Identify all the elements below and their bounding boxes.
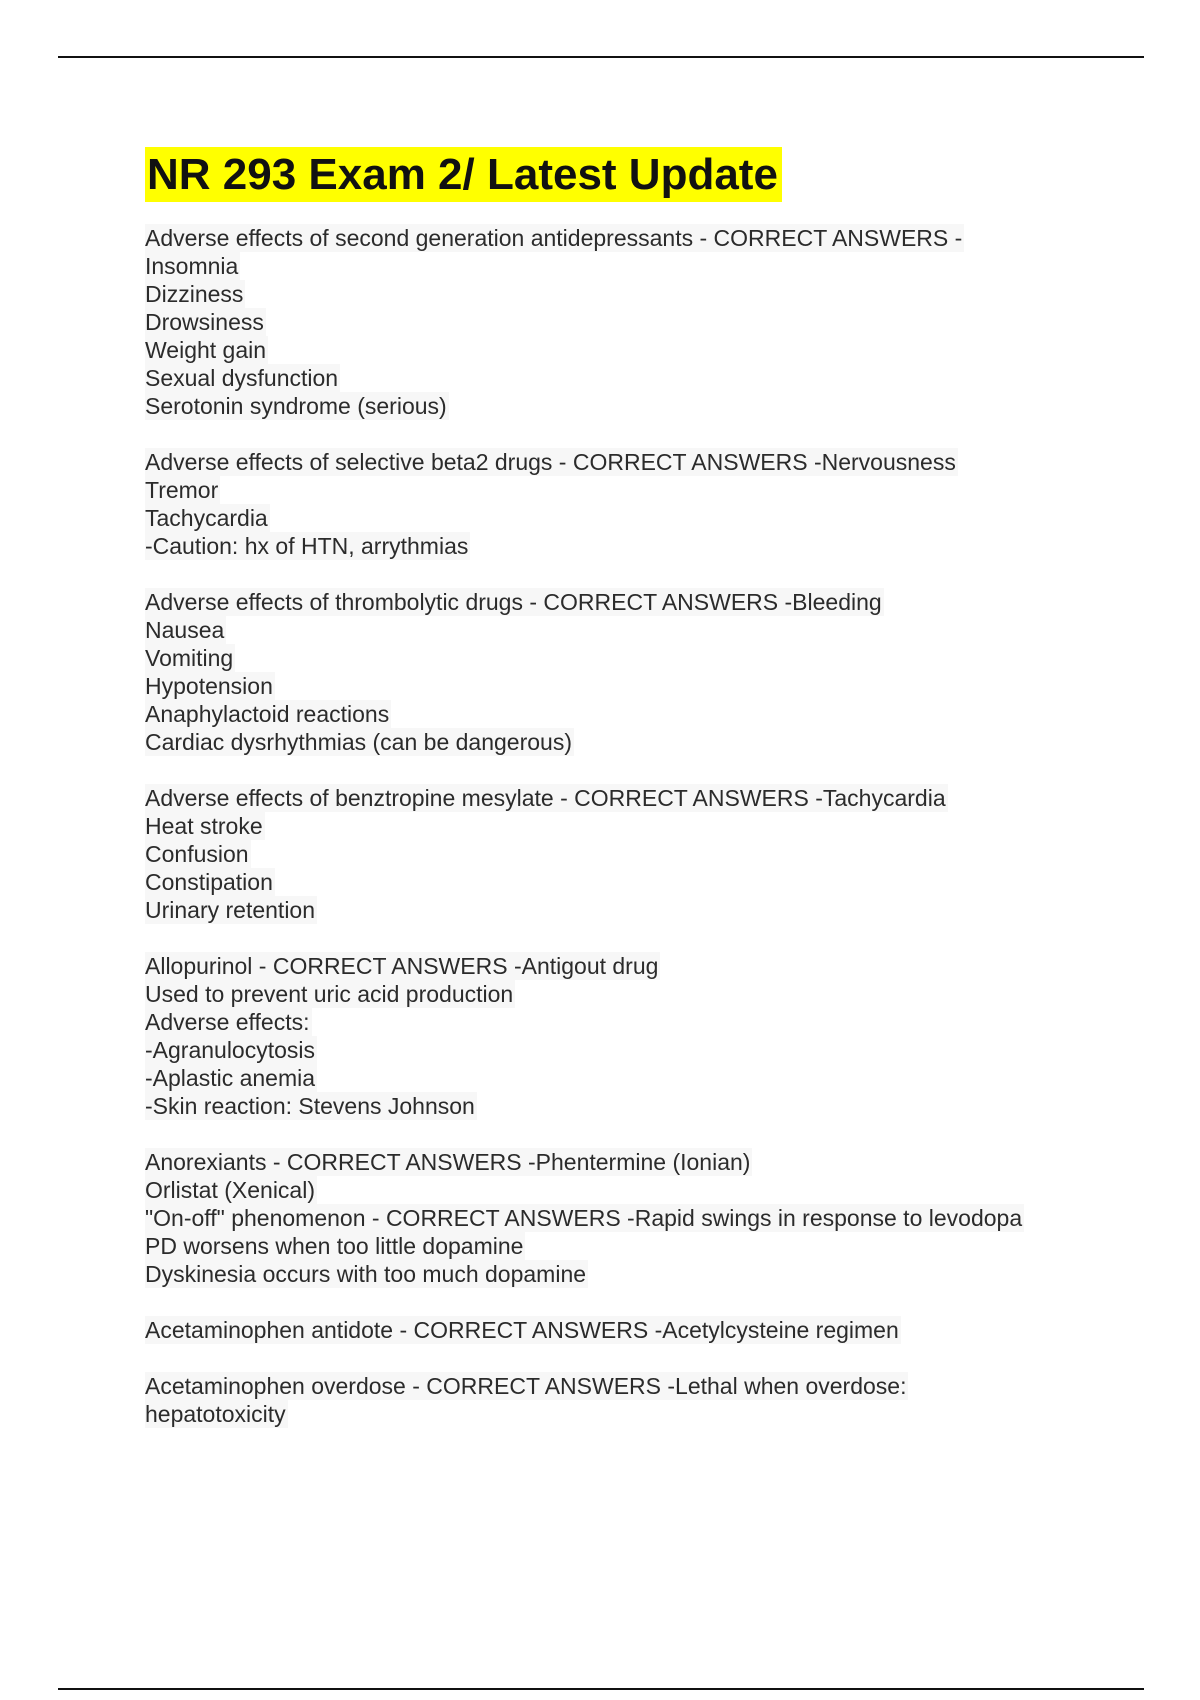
qa-entry-answer-line: Sexual dysfunction [145, 365, 339, 391]
qa-entry-question: Adverse effects of benztropine mesylate - CORRECT ANSWERS -Tachycardia [145, 785, 946, 811]
qa-entry-answer-line: Weight gain [145, 337, 267, 363]
qa-list [145, 224, 1095, 1428]
qa-entry-answer-line: hepatotoxicity [145, 1401, 286, 1427]
qa-entry-question: Acetaminophen overdose - CORRECT ANSWERS -Lethal when overdose: [145, 1373, 907, 1399]
qa-entry-answer-line: Serotonin syndrome (serious) [145, 393, 447, 419]
qa-entry-answer-line: PD worsens when too little dopamine [145, 1233, 524, 1259]
qa-entry-answer-line: Tachycardia [145, 505, 268, 531]
document-title: NR 293 Exam 2/ Latest Update [145, 147, 782, 202]
qa-entry-answer-line: -Skin reaction: Stevens Johnson [145, 1093, 475, 1119]
qa-entry-answer-line: -Caution: hx of HTN, arrythmias [145, 533, 469, 559]
top-rule [58, 56, 1144, 58]
qa-entry-question: Anorexiants - CORRECT ANSWERS -Phentermine (Ionian) [145, 1149, 751, 1175]
qa-entry-question: Adverse effects of second generation antidepressants - CORRECT ANSWERS - [145, 225, 963, 251]
qa-entry-answer-line: Urinary retention [145, 897, 316, 923]
qa-entry-answer-line: Confusion [145, 841, 249, 867]
bottom-rule [58, 1688, 1144, 1690]
qa-entry-answer-line: Drowsiness [145, 309, 264, 335]
qa-entry-answer-line: Cardiac dysrhythmias (can be dangerous) [145, 729, 572, 755]
qa-entry-answer-line: Constipation [145, 869, 273, 895]
qa-entry-answer-line: Orlistat (Xenical) [145, 1177, 315, 1203]
qa-entry [145, 1316, 1095, 1344]
qa-entry-answer-line: Insomnia [145, 253, 239, 279]
qa-entry [145, 1148, 1095, 1288]
qa-entry-answer-line: -Aplastic anemia [145, 1065, 316, 1091]
qa-entry-answer-line: Vomiting [145, 645, 234, 671]
qa-entry-question: Adverse effects of selective beta2 drugs - CORRECT ANSWERS -Nervousness [145, 449, 956, 475]
qa-entry-answer-line: "On-off" phenomenon - CORRECT ANSWERS -Rapid swings in response to levodopa [145, 1205, 1023, 1231]
qa-entry-answer-line: Anaphylactoid reactions [145, 701, 390, 727]
qa-entry-answer-line: Nausea [145, 617, 225, 643]
qa-entry [145, 952, 1095, 1120]
qa-entry [145, 224, 1095, 420]
qa-entry [145, 784, 1095, 924]
qa-entry-question: Acetaminophen antidote - CORRECT ANSWERS -Acetylcysteine regimen [145, 1317, 899, 1343]
qa-entry [145, 448, 1095, 560]
qa-entry-answer-line: Tremor [145, 477, 219, 503]
qa-entry-answer-line: Hypotension [145, 673, 273, 699]
qa-entry-answer-line: Used to prevent uric acid production [145, 981, 514, 1007]
qa-entry-answer-line: Dyskinesia occurs with too much dopamine [145, 1261, 587, 1287]
qa-entry-answer-line: Dizziness [145, 281, 244, 307]
qa-entry-answer-line: Heat stroke [145, 813, 263, 839]
qa-entry-answer-line: Adverse effects: [145, 1009, 310, 1035]
qa-entry [145, 1372, 1095, 1428]
qa-entry-question: Adverse effects of thrombolytic drugs - CORRECT ANSWERS -Bleeding [145, 589, 882, 615]
qa-entry [145, 588, 1095, 756]
qa-entry-answer-line: -Agranulocytosis [145, 1037, 316, 1063]
qa-entry-question: Allopurinol - CORRECT ANSWERS -Antigout drug [145, 953, 659, 979]
document-body [145, 147, 1095, 1456]
